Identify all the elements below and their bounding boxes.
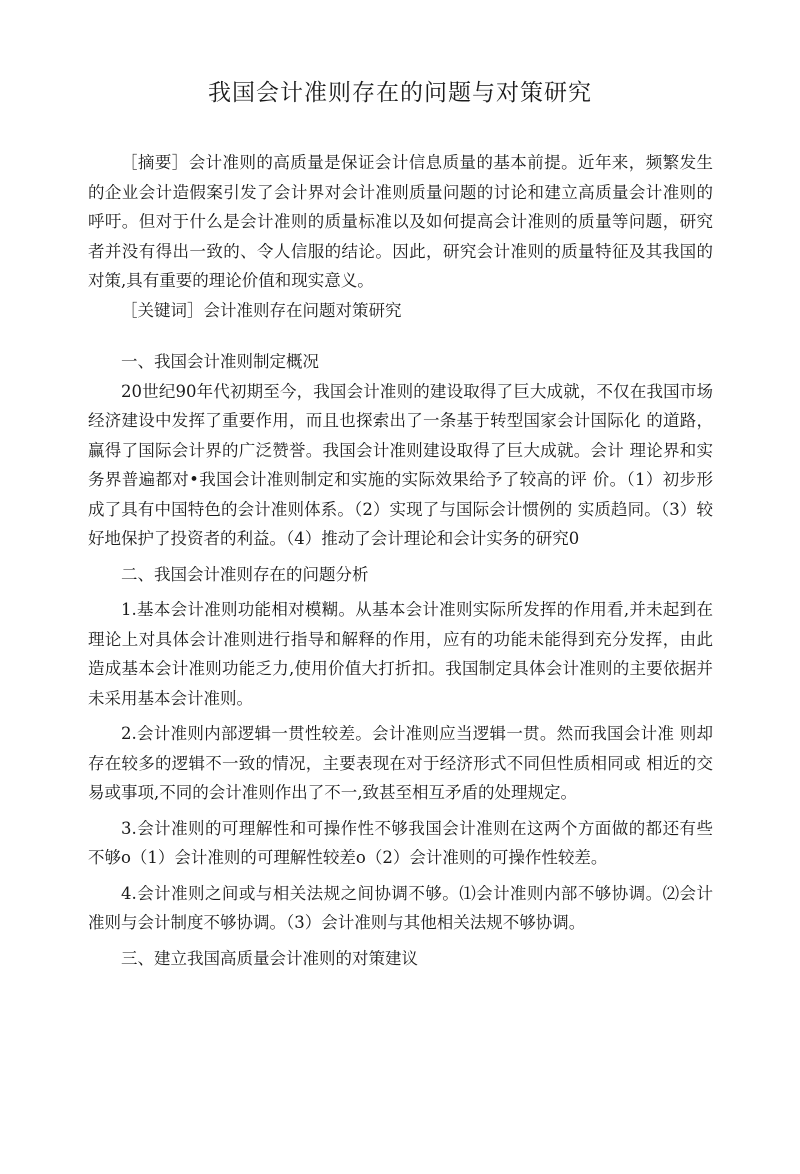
section-2-heading: 二、我国会计准则存在的问题分析 — [121, 564, 369, 584]
document-title: 我国会计准则存在的问题与对策研究 — [208, 80, 592, 106]
section-3-heading: 三、建立我国高质量会计准则的对策建议 — [121, 948, 418, 968]
document-body — [88, 148, 713, 973]
section-1-heading: 一、我国会计准则制定概况 — [121, 352, 319, 371]
section-2-point-3: 3.会计准则的可理解性和可操作性不够我国会计准则在这两个方面做的都还有些不够o（1）会计准则的可理解性较差o（2）会计准则的可操作性较差。 — [88, 818, 713, 867]
section-2-point-1: 1.基本会计准则功能相对模糊。从基本会计准则实际所发挥的作用看,并未起到在理论上对具体会计准则进行指导和解释的作用，应有的功能未能得到充分发挥，由此造成基本会计准则功能乏力,使用价值大打折扣。我国制定具体会计准则的主要依据并未采用基本会计准则。 — [88, 600, 713, 708]
section-1-body: 20世纪90年代初期至今，我国会计准则的建设取得了巨大成就，不仅在我国市场经济建设中发挥了重要作用，而且也探索出了一条基于转型国家会计国际化 的道路，赢得了国际会计界的广泛赞誉。我国会计准则建设取得了巨大成就。会计 理论界和实务界普遍都对•我国会计准则制定和实施的实际效果给予了较高的评 价。（1）初步形成了具有中国特色的会计准则体系。（2）实现了与国际会计惯例的 实质趋同。（3）较好地保护了投资者的利益。（4）推动了会计理论和会计实务的研究0 — [88, 381, 713, 548]
section-2-point-2: 2.会计准则内部逻辑一贯性较差。会计准则应当逻辑一贯。然而我国会计准 则却存在较多的逻辑不一致的情况，主要表现在对于经济形式不同但性质相同或 相近的交易或事项,不同的会计准则作出了不一,致甚至相互矛盾的处理规定。 — [88, 724, 713, 802]
section-2-point-4: 4.会计准则之间或与相关法规之间协调不够。⑴会计准则内部不够协调。⑵会计准则与会计制度不够协调。（3）会计准则与其他相关法规不够协调。 — [88, 883, 713, 932]
abstract-paragraph: ［摘要］会计准则的高质量是保证会计信息质量的基本前提。近年来，频繁发生 的企业会计造假案引发了会计界对会计准则质量问题的讨论和建立高质量会计准则的呼吁。但对于什么是会计准则的质量标准以及如何提高会计准则的质量等问题，研究者并没有得出一致的、令人信服的结论。因此，研究会计准则的质量特征及其我国的对策,具有重要的理论价值和现实意义。 — [88, 153, 713, 290]
keywords-paragraph: ［关键词］会计准则存在问题对策研究 — [121, 300, 402, 320]
